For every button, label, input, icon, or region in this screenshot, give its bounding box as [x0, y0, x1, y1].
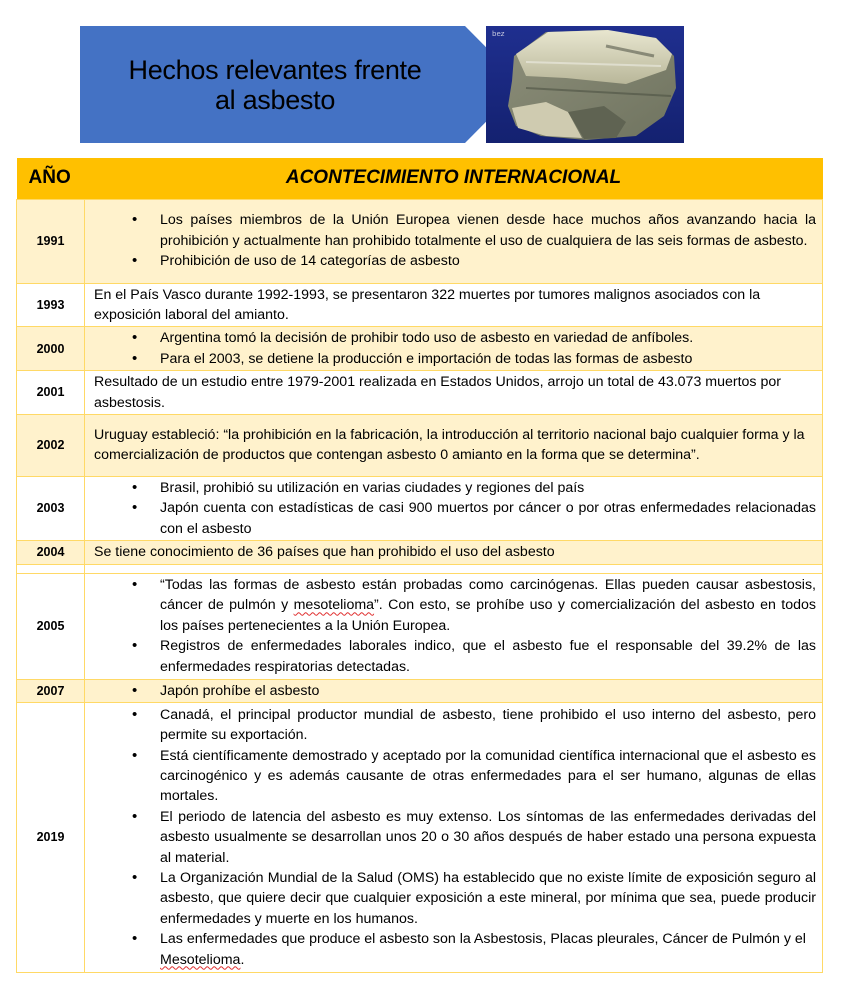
row-event: Resultado de un estudio entre 1979-2001 realizada en Estados Unidos, arrojo un total de 43.073 muertos por asbestosis.	[85, 371, 823, 415]
row-event: Se tiene conocimiento de 36 países que han prohibido el uso del asbesto	[85, 541, 823, 564]
event-bullet: • Registros de enfermedades laborales indico, que el asbesto fue el responsable del 39.2% de las enfermedades respiratorias detectadas.	[94, 636, 816, 677]
event-bullet-list	[94, 478, 816, 539]
bullet-text: .	[240, 951, 245, 968]
table-row	[17, 573, 823, 679]
table-row	[17, 283, 823, 327]
row-year: 2001	[17, 371, 85, 415]
row-year: 2002	[17, 414, 85, 476]
event-bullet: • Canadá, el principal productor mundial de asbesto, tiene prohibido el uso interno del asbesto, pero permite su exportación.	[94, 705, 816, 746]
event-bullet-list	[94, 681, 816, 701]
row-year: 2007	[17, 679, 85, 702]
spellcheck-flagged-word[interactable]: mesotelioma	[293, 597, 375, 614]
table-row	[17, 199, 823, 283]
table-row	[17, 371, 823, 415]
row-event	[85, 573, 823, 679]
event-bullet	[94, 929, 816, 970]
bullet-text: Las enfermedades que produce el asbesto son la Asbestosis, Placas pleurales, Cáncer de Pulmón y el	[160, 931, 806, 948]
event-bullet-list	[94, 210, 816, 271]
title-banner	[80, 26, 684, 143]
table-row	[17, 702, 823, 972]
event-bullet: • Brasil, prohibió su utilización en varias ciudades y regiones del país	[94, 478, 816, 498]
spellcheck-flagged-word[interactable]: Mesotelioma	[160, 951, 241, 968]
row-event	[85, 327, 823, 371]
row-event: En el País Vasco durante 1992-1993, se presentaron 322 muertes por tumores malignos asociados con la exposición laboral del amianto.	[85, 283, 823, 327]
event-bullet: • Japón cuenta con estadísticas de casi 900 muertos por cáncer o por otras enfermedades relacionadas con el asbesto	[94, 498, 816, 539]
column-header-year: AÑO	[17, 158, 85, 199]
page-title	[80, 26, 470, 143]
table-row	[17, 327, 823, 371]
table-row	[17, 679, 823, 702]
event-bullet: • Está científicamente demostrado y aceptado por la comunidad científica internacional que el asbesto es carcinogénico y es además causante de otras enfermedades para el ser humano, algunas de ellas mortales.	[94, 746, 816, 807]
table-header-row	[17, 158, 823, 199]
row-year: 2005	[17, 573, 85, 679]
row-year: 2000	[17, 327, 85, 371]
row-year: 1993	[17, 283, 85, 327]
event-bullet: • Los países miembros de la Unión Europea vienen desde hace muchos años avanzando hacia la prohibición y actualmente han prohibido totalmente el uso de cualquiera de las seis formas de asbesto.	[94, 210, 816, 251]
event-bullet-list	[94, 705, 816, 970]
row-year: 2004	[17, 541, 85, 564]
event-bullet-list	[94, 328, 816, 369]
event-bullet: • Argentina tomó la decisión de prohibir todo uso de asbesto en variedad de anfíboles.	[94, 328, 816, 348]
table-row	[17, 476, 823, 540]
event-bullet-list	[94, 575, 816, 677]
table-gap	[17, 564, 823, 573]
page-title-line-1: Hechos relevantes frente	[128, 54, 422, 85]
row-event	[85, 702, 823, 972]
event-bullet: • Japón prohíbe el asbesto	[94, 681, 816, 701]
event-bullet: • Para el 2003, se detiene la producción e importación de todas las formas de asbesto	[94, 349, 816, 369]
bullet-text: ”. Con esto, se prohíbe uso y comercialización del asbesto en todos los países pertenecientes a la Unión Europea.	[160, 597, 816, 634]
event-bullet: • La Organización Mundial de la Salud (OMS) ha establecido que no existe límite de exposición seguro al asbesto, que quiere decir que cualquier exposición a este mineral, por mínima que sea, puede producir enfermedades y muerte en los humanos.	[94, 868, 816, 929]
event-bullet: • El periodo de latencia del asbesto es muy extenso. Los síntomas de las enfermedades derivadas del asbesto usualmente se desarrollan unos 20 o 30 años después de haber estado una persona expuesta al material.	[94, 807, 816, 868]
row-event	[85, 476, 823, 540]
column-header-event: ACONTECIMIENTO INTERNACIONAL	[85, 158, 823, 199]
row-year: 1991	[17, 199, 85, 283]
event-bullet: • Prohibición de uso de 14 categorías de asbesto	[94, 251, 816, 271]
svg-text:bez: bez	[492, 30, 505, 38]
table-row	[17, 414, 823, 476]
table-row	[17, 541, 823, 564]
event-bullet	[94, 575, 816, 636]
row-year: 2003	[17, 476, 85, 540]
bullet-text: “Todas las formas de asbesto están probadas como carcinógenas. Ellas pueden causar asbestosis, cáncer de pulmón y	[160, 577, 816, 614]
asbestos-mineral-photo	[486, 26, 684, 143]
row-event: Uruguay estableció: “la prohibición en la fabricación, la introducción al territorio nacional bajo cualquier forma y la comercialización de productos que contengan asbesto 0 amianto en la forma que se determina”.	[85, 414, 823, 476]
row-event	[85, 679, 823, 702]
row-event	[85, 199, 823, 283]
row-year: 2019	[17, 702, 85, 972]
page-title-line-2: al asbesto	[214, 84, 336, 115]
events-table	[16, 158, 822, 973]
